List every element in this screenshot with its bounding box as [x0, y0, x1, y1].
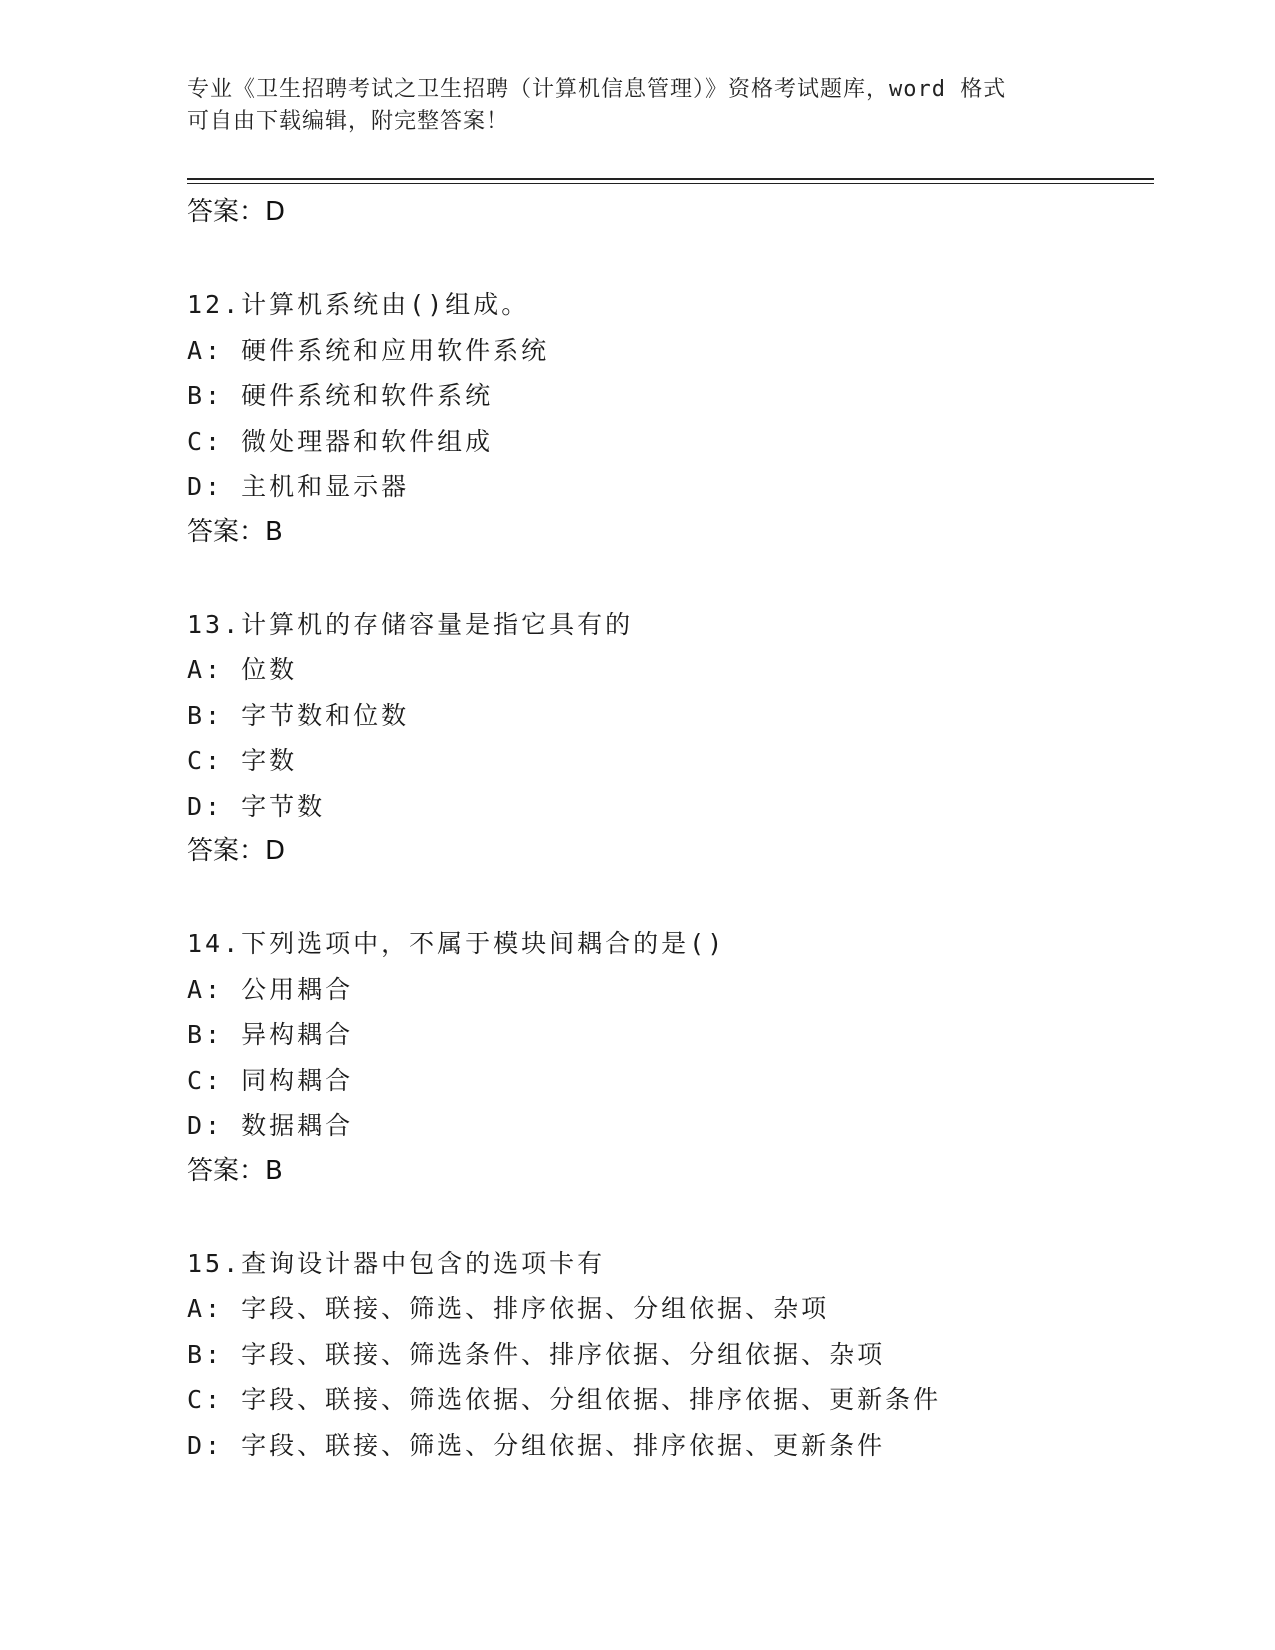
option-d: D: 主机和显示器 [187, 472, 410, 501]
header-line-1: 专业《卫生招聘考试之卫生招聘（计算机信息管理）》资格考试题库，word 格式 [187, 77, 1007, 102]
spacer [187, 874, 1147, 921]
option-c: C: 同构耦合 [187, 1065, 354, 1095]
option-b: B: 字节数和位数 [187, 700, 410, 730]
answer: 答案：B [187, 516, 283, 547]
answer: 答案：D [187, 836, 286, 866]
option-d: D: 字节数 [187, 791, 326, 821]
option-b: B: 硬件系统和软件系统 [187, 381, 494, 410]
question-title: 12.计算机系统由()组成。 [187, 290, 530, 319]
question-title: 14.下列选项中，不属于模块间耦合的是() [187, 929, 726, 958]
option-a: A: 字段、联接、筛选、排序依据、分组依据、杂项 [187, 1294, 830, 1323]
question-12 [187, 282, 1147, 555]
option-c: C: 字段、联接、筛选依据、分组依据、排序依据、更新条件 [187, 1385, 942, 1414]
option-b: B: 字段、联接、筛选条件、排序依据、分组依据、杂项 [187, 1339, 886, 1369]
option-b: B: 异构耦合 [187, 1020, 354, 1049]
spacer [187, 235, 1147, 282]
option-a: A: 硬件系统和应用软件系统 [187, 335, 550, 365]
question-title: 15.查询设计器中包含的选项卡有 [187, 1248, 606, 1278]
spacer [187, 1194, 1147, 1241]
document-header [187, 74, 1087, 138]
spacer [187, 555, 1147, 602]
previous-answer: 答案：D [187, 197, 286, 227]
option-c: C: 微处理器和软件组成 [187, 426, 494, 456]
question-13 [187, 602, 1147, 875]
option-c: C: 字数 [187, 746, 298, 775]
header-divider-thick [187, 178, 1154, 180]
option-d: D: 字段、联接、筛选、分组依据、排序依据、更新条件 [187, 1430, 886, 1460]
question-title: 13.计算机的存储容量是指它具有的 [187, 609, 634, 639]
option-a: A: 位数 [187, 655, 298, 684]
header-divider-thin [187, 183, 1154, 184]
question-list [187, 190, 1147, 1468]
option-a: A: 公用耦合 [187, 974, 354, 1004]
question-15 [187, 1241, 1147, 1469]
option-d: D: 数据耦合 [187, 1111, 354, 1140]
answer: 答案：B [187, 1155, 283, 1186]
header-line-2: 可自由下载编辑，附完整答案！ [187, 109, 510, 134]
question-14 [187, 921, 1147, 1194]
